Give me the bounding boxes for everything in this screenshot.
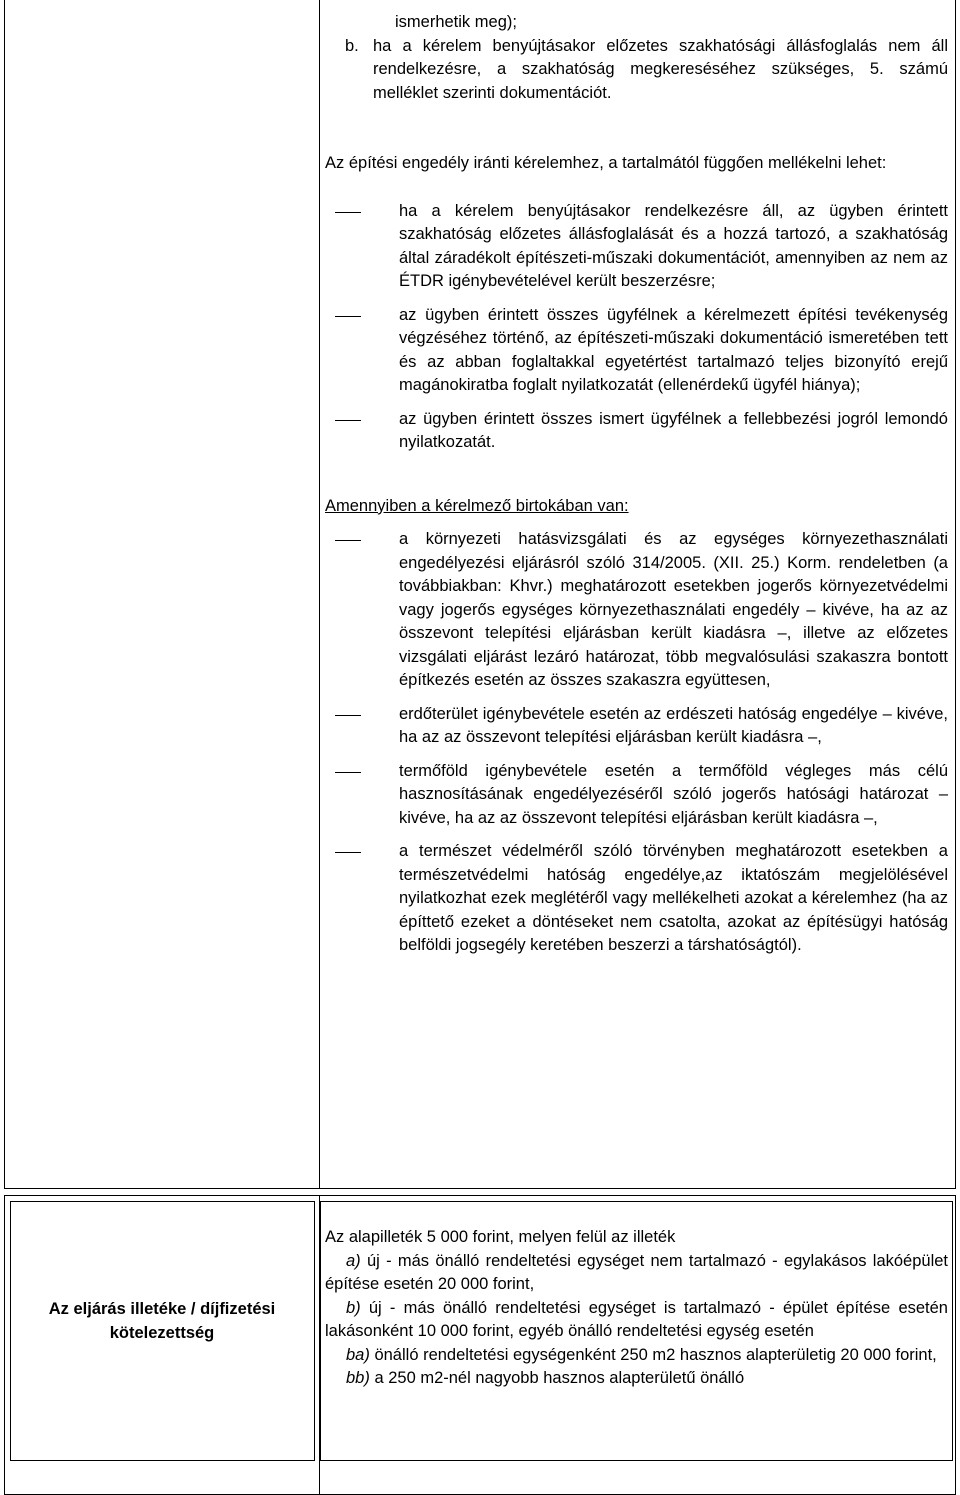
fee-heading: Az eljárás illetéke / díjfizetési kötelezettség (48, 1300, 276, 1342)
list-item-text: ha a kérelem benyújtásakor előzetes szakhatósági állásfoglalás nem áll rendelkezésre, a szakhatóság megkereséséhez szükséges, 5. számú melléklet szerinti dokumentációt. (373, 36, 948, 102)
dash-bullet (335, 420, 361, 421)
list-item-text: az ügyben érintett összes ügyfélnek a kérelmezett építési tevékenység végzéséhez történő, az építészeti-műszaki dokumentáció ismeretében tett és az abban foglaltakkal egyetértést tartalmazó teljes bizonyító erejű magánokiratba foglalt nyilatkozatát (ellenérdekű ügyfél hiánya); (399, 305, 948, 394)
fee-item-marker: a) (346, 1251, 361, 1270)
list-item-text: a környezeti hatásvizsgálati és az egységes környezethasználati engedélyezési eljárásról szóló 314/2005. (XII. 25.) Korm. rendeletben (a továbbiakban: Khvr.) meghatározott esetekben jogerős környezetvédelmi vagy jogerős egységes környezethasználati engedély – kivéve, ha az az összevont telepítési eljárásban került kiadásra –, illetve az előzetes vizsgálati eljárást lezáró határozat, több megvalósulási szakaszra bontott építkezés esetén az összes szakaszra együttesen, (399, 530, 948, 689)
list-continuation: ismerhetik meg); (395, 13, 517, 31)
list-item-text: termőföld igénybevétele esetén a termőföld végleges más célú hasznosításának engedélyezéséről szóló jogerős hatósági határozat – kivéve, ha az az összevont telepítési eljárásban került kiadásra –, (399, 761, 948, 827)
dash-bullet (335, 540, 361, 541)
requirements-cell (325, 11, 948, 968)
fee-item-marker: bb) (346, 1369, 370, 1387)
fee-item-b (325, 1297, 948, 1344)
fee-item-text: önálló rendeltetési egységenként 250 m2 hasznos alapterületig 20 000 forint, (374, 1345, 937, 1364)
list-marker: b. (345, 36, 359, 55)
list-item (325, 760, 948, 831)
intro-paragraph: Az építési engedély iránti kérelemhez, a tartalmától függően mellékelni lehet: (325, 154, 887, 172)
column-divider (319, 1196, 320, 1494)
list-item (325, 528, 948, 693)
list-item-text: erdőterület igénybevétele esetén az erdészeti hatóság engedélye – kivéve, ha az az összevont telepítési eljárásban került kiadásra –, (399, 704, 948, 746)
dash-bullet (335, 212, 361, 213)
list-item-b (245, 35, 948, 106)
fee-item-text: új - más önálló rendeltetési egységet is tartalmazó - épület építése esetén lakásonként 10 000 forint, egyéb önálló rendeltetési egység esetén (325, 1298, 948, 1340)
base-fee-text: Az alapilleték 5 000 forint, melyen felül az illeték (325, 1228, 676, 1246)
column-divider (319, 0, 320, 1188)
list-item (325, 304, 948, 398)
fee-item-marker: ba) (346, 1345, 370, 1364)
fee-item-text: új - más önálló rendeltetési egységet nem tartalmazó - egylakásos lakóépület építése esetén 20 000 forint, (325, 1251, 948, 1293)
list-item (325, 408, 948, 455)
fee-item-bb (325, 1367, 948, 1391)
dash-bullet (335, 772, 361, 773)
dash-bullet (335, 715, 361, 716)
list-item-text: az ügyben érintett összes ismert ügyfélnek a fellebbezési jogról lemondó nyilatkozatát. (399, 409, 948, 451)
dash-bullet (335, 852, 361, 853)
list-item-text: ha a kérelem benyújtásakor rendelkezésre áll, az ügyben érintett szakhatóság előzetes állásfoglalását és a hozzá tartozó, a szakhatóság által záradékolt építészeti-műszaki dokumentációt, amennyiben az nem az ÉTDR igénybevételével került beszerzésre; (399, 201, 948, 290)
fee-item-text: a 250 m2-nél nagyobb hasznos alapterületű önálló (374, 1369, 745, 1387)
possession-heading: Amennyiben a kérelmező birtokában van: (325, 496, 629, 515)
list-item (325, 840, 948, 958)
fee-cell (325, 1226, 948, 1391)
fee-item-a (325, 1250, 948, 1297)
dash-bullet (335, 316, 361, 317)
fee-item-ba (325, 1344, 948, 1368)
list-item (325, 703, 948, 750)
fee-item-marker: b) (346, 1298, 361, 1317)
list-item (325, 200, 948, 294)
list-item-text: a természet védelméről szóló törvényben meghatározott esetekben a természetvédelmi hatóság engedélye,az iktatószám megjelölésével nyilatkozhat ezek meglétéről vagy mellékelheti azokat a kérelemhez (ha az építtető ezeket a döntéseket nem csatolta, azokat az építésügyi hatóság belföldi jogsegély keretében beszerzi a társhatóságtól). (399, 842, 948, 954)
